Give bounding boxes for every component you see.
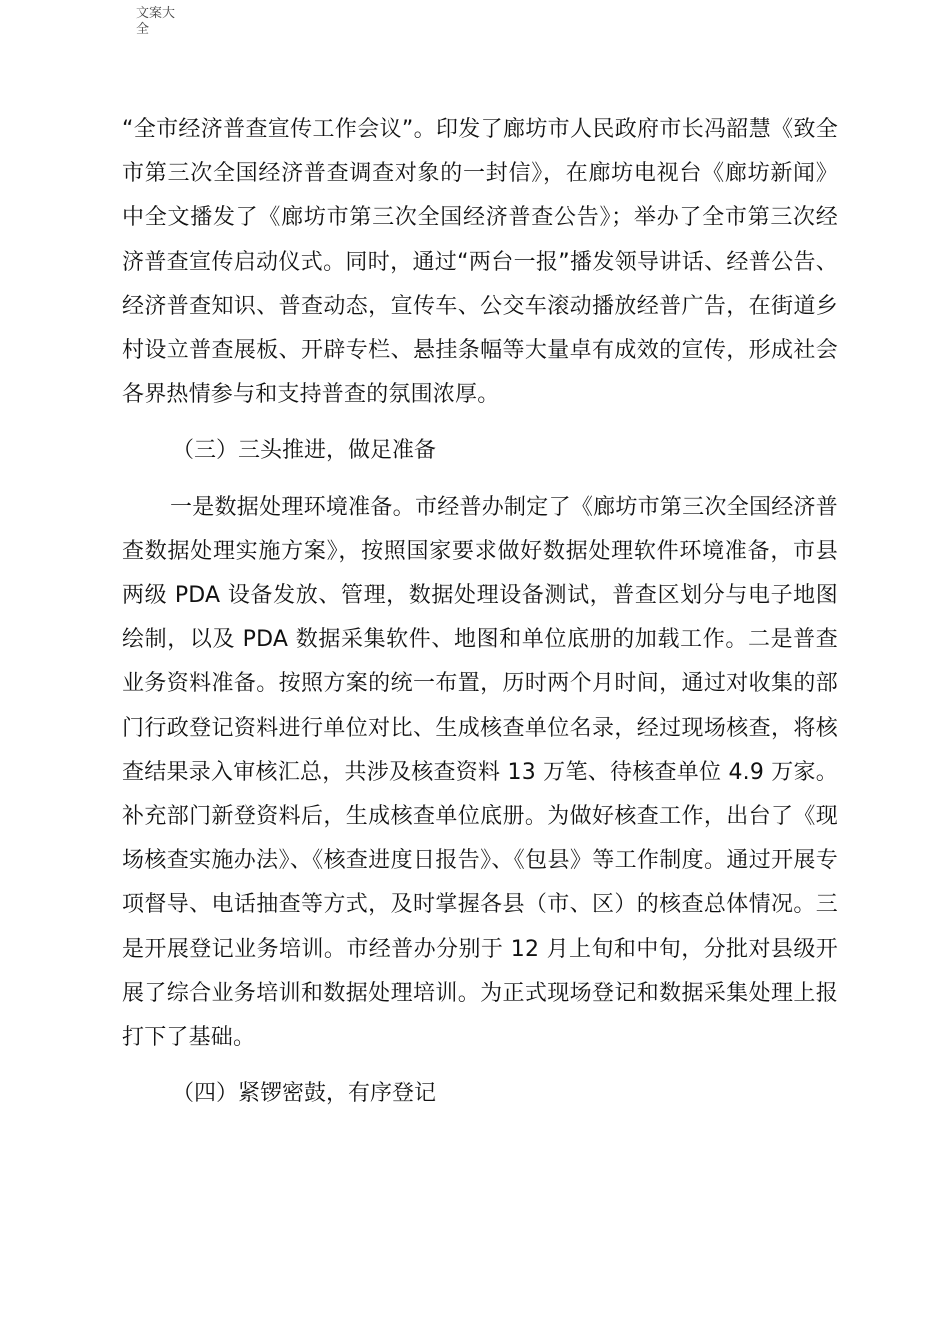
paragraph-publicity: “全市经济普查宣传工作会议”。印发了廊坊市人民政府市长冯韶慧《致全市第三次全国经济普查调查对象的一封信》，在廊坊电视台《廊坊新闻》中全文播发了《廊坊市第三次全国经济普查公告》；举办了全市第三次经济普查宣传启动仪式。同时，通过“两台一报”播发领导讲话、经普公告、经济普查知识、普查动态，宣传车、公交车滚动播放经普广告，在街道乡村设立普查展板、开辟专栏、悬挂条幅等大量卓有成效的宣传，形成社会各界热情参与和支持普查的氛围浓厚。 bbox=[122, 117, 838, 408]
document-body bbox=[122, 108, 838, 1116]
section-heading-four: （四）紧锣密鼓，有序登记 bbox=[172, 1081, 437, 1107]
page-header-label: 文案大全 bbox=[136, 6, 176, 37]
section-heading-three: （三）三头推进，做足准备 bbox=[172, 438, 437, 464]
paragraph-preparation: 一是数据处理环境准备。市经普办制定了《廊坊市第三次全国经济普查数据处理实施方案》，按照国家要求做好数据处理软件环境准备，市县两级 PDA 设备发放、管理，数据处理设备测试，普查区划分与电子地图绘制，以及 PDA 数据采集软件、地图和单位底册的加载工作。二是普查业务资料准备。按照方案的统一布置，历时两个月时间，通过对收集的部门行政登记资料进行单位对比、生成核查单位名录，经过现场核查，将核查结果录入审核汇总，共涉及核查资料 13 万笔、待核查单位 4.9 万家。补充部门新登资料后，生成核查单位底册。为做好核查工作，出台了《现场核查实施办法》、《核查进度日报告》、《包县》等工作制度。通过开展专项督导、电话抽查等方式，及时掌握各县（市、区）的核查总体情况。三是开展登记业务培训。市经普办分别于 12 月上旬和中旬，分批对县级开展了综合业务培训和数据处理培训。为正式现场登记和数据采集处理上报打下了基础。 bbox=[122, 494, 838, 1051]
